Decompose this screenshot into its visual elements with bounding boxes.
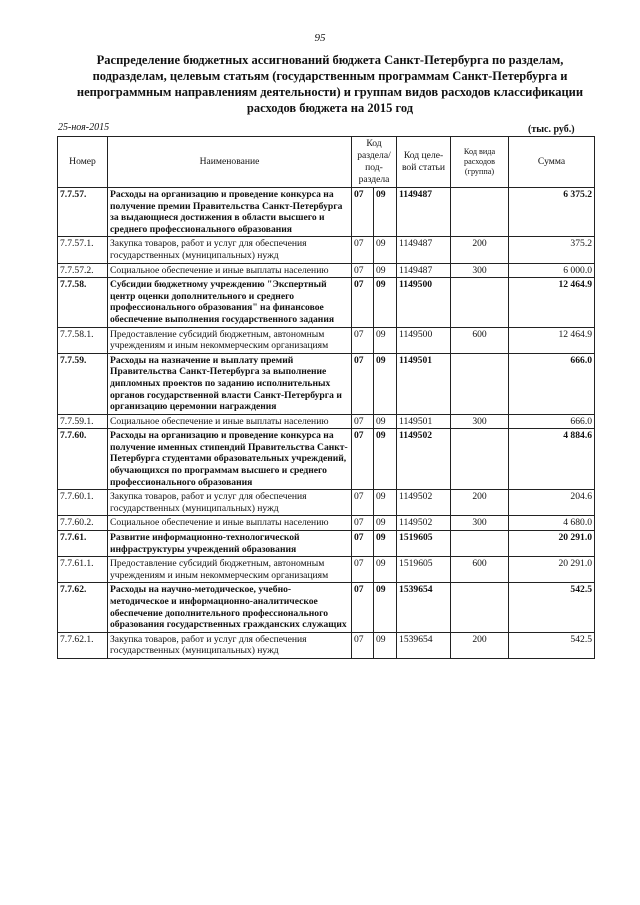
row-section-code: 07: [352, 557, 374, 583]
header-amount: Сумма: [509, 137, 595, 188]
row-number: 7.7.57.1.: [58, 237, 108, 263]
table-row: [58, 429, 595, 490]
row-subsection-code: 09: [374, 531, 397, 557]
row-target-code: 1539654: [397, 583, 451, 632]
header-target-code: Код целе- вой статьи: [397, 137, 451, 188]
row-subsection-code: 09: [374, 632, 397, 658]
row-subsection-code: 09: [374, 278, 397, 327]
row-expense-code: [451, 531, 509, 557]
row-subsection-code: 09: [374, 516, 397, 531]
table-row: [58, 531, 595, 557]
row-name: Социальное обеспечение и иные выплаты населению: [108, 263, 352, 278]
table-row: [58, 632, 595, 658]
row-name: Предоставление субсидий бюджетным, автономным учреждениям и иным некоммерческим организациям: [108, 327, 352, 353]
row-section-code: 07: [352, 583, 374, 632]
row-number: 7.7.60.: [58, 429, 108, 490]
row-target-code: 1149502: [397, 490, 451, 516]
table-header-row: [58, 137, 595, 188]
row-section-code: 07: [352, 414, 374, 429]
row-target-code: 1149487: [397, 188, 451, 237]
row-number: 7.7.57.: [58, 188, 108, 237]
row-subsection-code: 09: [374, 583, 397, 632]
row-target-code: 1519605: [397, 557, 451, 583]
row-name: Социальное обеспечение и иные выплаты населению: [108, 414, 352, 429]
table-row: [58, 490, 595, 516]
row-expense-code: 200: [451, 237, 509, 263]
row-target-code: 1149501: [397, 414, 451, 429]
table-row: [58, 516, 595, 531]
table-row: [58, 557, 595, 583]
row-target-code: 1149501: [397, 353, 451, 414]
row-subsection-code: 09: [374, 188, 397, 237]
row-name: Социальное обеспечение и иные выплаты населению: [108, 516, 352, 531]
table-row: [58, 263, 595, 278]
row-amount: 12 464.9: [509, 327, 595, 353]
budget-table: [57, 136, 595, 659]
row-amount: 542.5: [509, 632, 595, 658]
row-target-code: 1519605: [397, 531, 451, 557]
header-expense-code: Код вида расходов (группа): [451, 137, 509, 188]
row-name: Субсидии бюджетному учреждению "Экспертный центр оценки дополнительного и среднего профессионального образования" на финансовое обеспечение выполнения государственного задания: [108, 278, 352, 327]
row-amount: 6 375.2: [509, 188, 595, 237]
row-number: 7.7.60.1.: [58, 490, 108, 516]
row-expense-code: 200: [451, 490, 509, 516]
row-section-code: 07: [352, 429, 374, 490]
row-number: 7.7.61.1.: [58, 557, 108, 583]
row-name: Предоставление субсидий бюджетным, автономным учреждениям и иным некоммерческим организациям: [108, 557, 352, 583]
row-section-code: 07: [352, 278, 374, 327]
row-subsection-code: 09: [374, 263, 397, 278]
row-name: Расходы на научно-методическое, учебно-методическое и информационно-аналитическое обеспечение дополнительного профессионального образования государственных гражданских служащих: [108, 583, 352, 632]
units-label: (тыс. руб.): [528, 124, 575, 135]
row-number: 7.7.58.1.: [58, 327, 108, 353]
row-name: Закупка товаров, работ и услуг для обеспечения государственных (муниципальных) нужд: [108, 632, 352, 658]
row-amount: 375.2: [509, 237, 595, 263]
table-row: [58, 583, 595, 632]
row-number: 7.7.59.1.: [58, 414, 108, 429]
row-name: Развитие информационно-технологической инфраструктуры учреждений образования: [108, 531, 352, 557]
row-amount: 666.0: [509, 353, 595, 414]
row-amount: 20 291.0: [509, 531, 595, 557]
row-target-code: 1149500: [397, 278, 451, 327]
row-expense-code: [451, 188, 509, 237]
row-section-code: 07: [352, 516, 374, 531]
table-body: [58, 188, 595, 659]
table-row: [58, 188, 595, 237]
row-target-code: 1149502: [397, 429, 451, 490]
table-row: [58, 414, 595, 429]
row-expense-code: 600: [451, 557, 509, 583]
row-amount: 204.6: [509, 490, 595, 516]
table-row: [58, 353, 595, 414]
row-number: 7.7.62.1.: [58, 632, 108, 658]
row-number: 7.7.60.2.: [58, 516, 108, 531]
header-number: Номер: [58, 137, 108, 188]
row-subsection-code: 09: [374, 490, 397, 516]
row-section-code: 07: [352, 632, 374, 658]
row-subsection-code: 09: [374, 237, 397, 263]
row-expense-code: 200: [451, 632, 509, 658]
row-subsection-code: 09: [374, 557, 397, 583]
row-expense-code: [451, 278, 509, 327]
row-expense-code: 300: [451, 263, 509, 278]
row-subsection-code: 09: [374, 353, 397, 414]
row-subsection-code: 09: [374, 414, 397, 429]
row-number: 7.7.58.: [58, 278, 108, 327]
row-number: 7.7.59.: [58, 353, 108, 414]
row-amount: 20 291.0: [509, 557, 595, 583]
row-section-code: 07: [352, 237, 374, 263]
row-amount: 4 884.6: [509, 429, 595, 490]
header-name: Наименование: [108, 137, 352, 188]
row-section-code: 07: [352, 353, 374, 414]
row-expense-code: [451, 353, 509, 414]
row-expense-code: 300: [451, 516, 509, 531]
row-target-code: 1149487: [397, 263, 451, 278]
table-row: [58, 327, 595, 353]
table-row: [58, 237, 595, 263]
row-subsection-code: 09: [374, 429, 397, 490]
row-target-code: 1149487: [397, 237, 451, 263]
row-amount: 6 000.0: [509, 263, 595, 278]
page-number: 95: [314, 32, 326, 44]
row-section-code: 07: [352, 263, 374, 278]
row-name: Закупка товаров, работ и услуг для обеспечения государственных (муниципальных) нужд: [108, 237, 352, 263]
row-target-code: 1539654: [397, 632, 451, 658]
row-expense-code: 300: [451, 414, 509, 429]
row-amount: 12 464.9: [509, 278, 595, 327]
row-name: Расходы на организацию и проведение конкурса на получение именных стипендий Правительства Санкт-Петербурга студентами образовательных учреждений, обучающихся по программам высшего и среднего профессионального образования: [108, 429, 352, 490]
header-section-code: Код раздела/ под- раздела: [352, 137, 397, 188]
row-amount: 542.5: [509, 583, 595, 632]
document-title: Распределение бюджетных ассигнований бюджета Санкт-Петербурга по разделам, подразделам, целевым статьям (государственным программам Санкт-Петербурга и непрограммным направлениям деятельности) и группам видов расходов классификации расходов бюджета на 2015 год: [76, 53, 584, 115]
row-section-code: 07: [352, 490, 374, 516]
row-target-code: 1149502: [397, 516, 451, 531]
row-name: Расходы на организацию и проведение конкурса на получение премии Правительства Санкт-Петербурга за выдающиеся достижения в области высшего и среднего профессионального образования: [108, 188, 352, 237]
row-amount: 666.0: [509, 414, 595, 429]
row-name: Расходы на назначение и выплату премий Правительства Санкт-Петербурга за выполнение дипломных проектов по заданию исполнительных органов государственной власти Санкт-Петербурга и организацию церемонии награждения: [108, 353, 352, 414]
date-stamp: 25-ноя-2015: [58, 122, 110, 133]
row-expense-code: 600: [451, 327, 509, 353]
table-row: [58, 278, 595, 327]
row-subsection-code: 09: [374, 327, 397, 353]
row-expense-code: [451, 429, 509, 490]
row-section-code: 07: [352, 327, 374, 353]
row-expense-code: [451, 583, 509, 632]
row-amount: 4 680.0: [509, 516, 595, 531]
row-target-code: 1149500: [397, 327, 451, 353]
row-section-code: 07: [352, 188, 374, 237]
row-number: 7.7.62.: [58, 583, 108, 632]
row-section-code: 07: [352, 531, 374, 557]
row-number: 7.7.57.2.: [58, 263, 108, 278]
row-name: Закупка товаров, работ и услуг для обеспечения государственных (муниципальных) нужд: [108, 490, 352, 516]
row-number: 7.7.61.: [58, 531, 108, 557]
